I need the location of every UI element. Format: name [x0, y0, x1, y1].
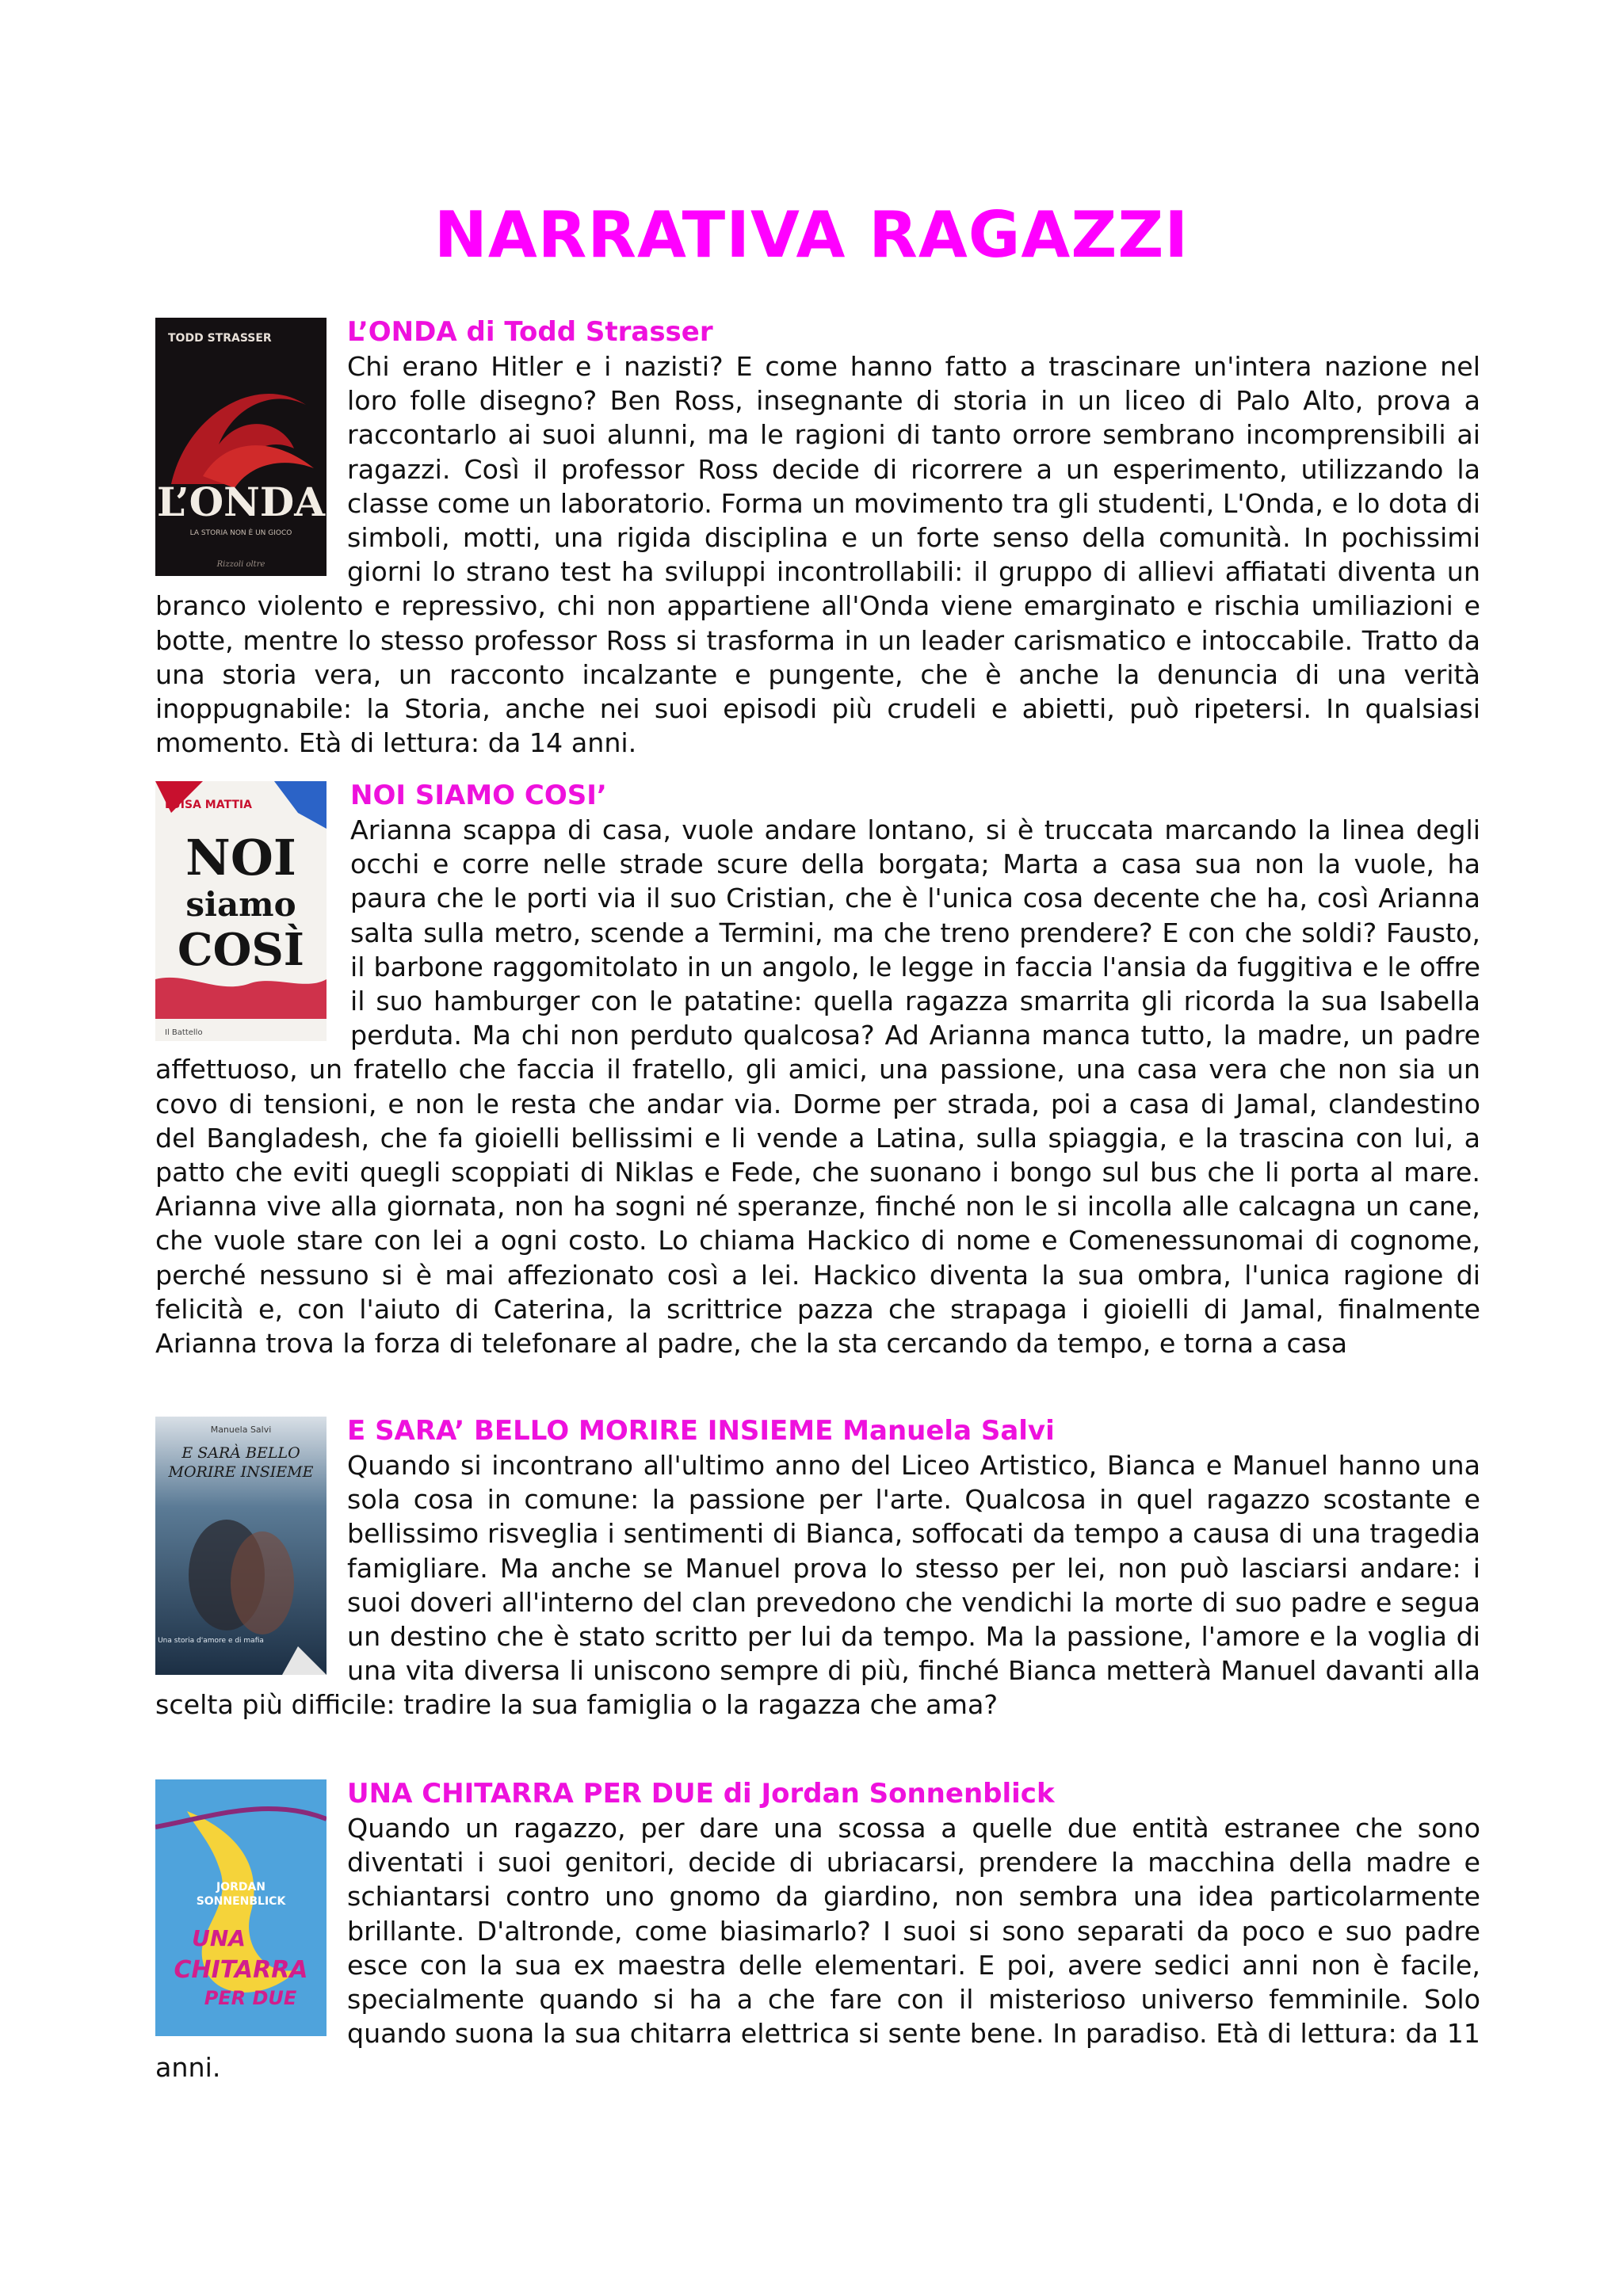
- cover-line-2: CHITARRA: [174, 1956, 308, 1984]
- book-entry-e-sara-bello: [155, 1413, 1480, 1722]
- book-entry-una-chitarra-per-due: [155, 1776, 1480, 2085]
- cover-author: LUISA MATTIA: [165, 799, 252, 811]
- cover-line-2: MORIRE INSIEME: [168, 1463, 314, 1481]
- cover-tagline: Una storia d'amore e di mafia: [158, 1637, 264, 1645]
- book-title: L’ONDA di Todd Strasser: [347, 316, 713, 348]
- book-description: Chi erano Hitler e i nazisti? E come hanno fatto a trascinare un'intera nazione nel loro folle disegno? Ben Ross, insegnante di storia in un liceo di Palo Alto, prova a raccontarlo ai suoi alunni, ma le ragioni di tanto orrore sembrano incomprensibili ai ragazzi. Così il professor Ross decide di ricorrere a un esperimento, utilizzando la classe come un laboratorio. Forma un movimento tra gli studenti, L'Onda, e lo dota di simboli, motti, una rigida disciplina e un forte senso della comunità. In pochissimi giorni lo strano test ha sviluppi incontrollabili: il gruppo di allievi affiatati diventa un branco violento e repressivo, chi non appartiene all'Onda viene emarginato e rischia umiliazioni e botte, mentre lo stesso professor Ross si trasforma in un leader carismatico e intoccabile. Tratto da una storia vera, un racconto incalzante e pungente, che è anche la denuncia di una verità inoppugnabile: la Storia, anche nei suoi episodi più crudeli e abietti, può ripetersi. In qualsiasi momento. Età di lettura: da 14 anni.: [155, 351, 1480, 759]
- book-title: UNA CHITARRA PER DUE di Jordan Sonnenblick: [347, 1778, 1055, 1810]
- cover-title: L’ONDA: [157, 479, 325, 525]
- cover-subtitle: LA STORIA NON È UN GIOCO: [189, 529, 292, 537]
- cover-author: TODD STRASSER: [168, 332, 272, 345]
- cover-line-1: UNA: [192, 1925, 246, 1951]
- book-description: Quando si incontrano all'ultimo anno del Liceo Artistico, Bianca e Manuel hanno una sola cosa in comune: la passione per l'arte. Qualcosa in quel ragazzo scostante e bellissimo risveglia i sentimenti di Bianca, soffocati da tempo a causa di una tragedia famigliare. Ma anche se Manuel prova lo stesso per lei, non può lasciarsi andare: i suoi doveri all'interno del clan prevedono che vendichi la morte di suo padre e segua un destino che è stato scritto per lui da tempo. Ma la passione, l'amore e la voglia di una vita diversa li uniscono sempre di più, finché Bianca metterà Manuel davanti alla scelta più difficile: tradire la sua famiglia o la ragazza che ama?: [155, 1450, 1480, 1721]
- book-cover-image: [155, 1417, 327, 1675]
- book-title: E SARA’ BELLO MORIRE INSIEME Manuela Salvi: [347, 1415, 1055, 1447]
- book-cover-image: [155, 318, 327, 576]
- book-cover-image: [155, 1779, 327, 2036]
- cover-author-line-1: JORDAN: [216, 1881, 266, 1894]
- cover-line-3: COSÌ: [178, 924, 304, 976]
- cover-publisher: Rizzoli oltre: [216, 560, 265, 569]
- cover-author-line-2: SONNENBLICK: [196, 1895, 286, 1908]
- cover-publisher: Il Battello: [165, 1028, 203, 1037]
- cover-line-1: E SARÀ BELLO: [181, 1444, 300, 1462]
- book-description: Arianna scappa di casa, vuole andare lontano, si è truccata marcando la linea degli occhi e corre nelle strade scure della borgata; Marta a casa sua non la vuole, ha paura che le porti via il suo Cristian, che è l'unica cosa decente che ha, così Arianna salta sulla metro, scende a Termini, ma che treno prendere? E con che soldi? Fausto, il barbone raggomitolato in un angolo, le legge in faccia l'ansia da fuggitiva e le offre il suo hamburger con le patatine: quella ragazza smarrita gli ricorda la sua Isabella perduta. Ma chi non perduto qualcosa? Ad Arianna manca tutto, la madre, un padre affettuoso, un fratello che faccia il fratello, gli amici, una passione, una casa vera che non sia un covo di tensioni, e non le resta che andar via. Dorme per strada, poi a casa di Jamal, clandestino del Bangladesh, che fa gioielli bellissimi e li vende a Latina, sulla spiaggia, e la trascina con lui, a patto che eviti quegli scoppiati di Niklas e Fede, che suonano i bongo sul bus che li porta al mare. Arianna vive alla giornata, non ha sogni né speranze, finché non le si incolla alle calcagna un cane, che vuole stare con lei a ogni costo. Lo chiama Hackico di nome e Comenessunomai di cognome, perché nessuno si è mai affezionato così a lei. Hackico diventa la sua ombra, l'unica ragione di felicità e, con l'aiuto di Caterina, la scrittrice pazza che strapaga i gioielli di Jamal, finalmente Arianna trova la forza di telefonare al padre, che la sta cercando da tempo, e torna a casa: [155, 814, 1480, 1360]
- book-entry-londa: [155, 315, 1480, 760]
- cover-line-1: NOI: [185, 829, 296, 887]
- cover-line-2: siamo: [185, 885, 296, 924]
- book-cover-image: [155, 781, 327, 1041]
- book-description: Quando un ragazzo, per dare una scossa a quelle due entità estranee che sono diventati i suoi genitori, decide di ubriacarsi, prendere la macchina della madre e schiantarsi contro uno gnomo da giardino, non sembra una idea particolarmente brillante. D'altronde, come biasimarlo? I suoi si sono separati da poco e suo padre esce con la sua ex maestra delle elementari. E poi, avere sedici anni non è facile, specialmente quando si ha a che fare con il misterioso universo femminile. Solo quando suona la sua chitarra elettrica si sente bene. In paradiso. Età di lettura: da 11 anni.: [155, 1813, 1480, 2084]
- book-entry-noi-siamo-cosi: [155, 778, 1480, 1360]
- cover-line-3: PER DUE: [204, 1987, 297, 2009]
- cover-author: Manuela Salvi: [210, 1425, 272, 1435]
- book-title: NOI SIAMO COSI’: [350, 780, 607, 811]
- page-title: NARRATIVA RAGAZZI: [433, 198, 1190, 272]
